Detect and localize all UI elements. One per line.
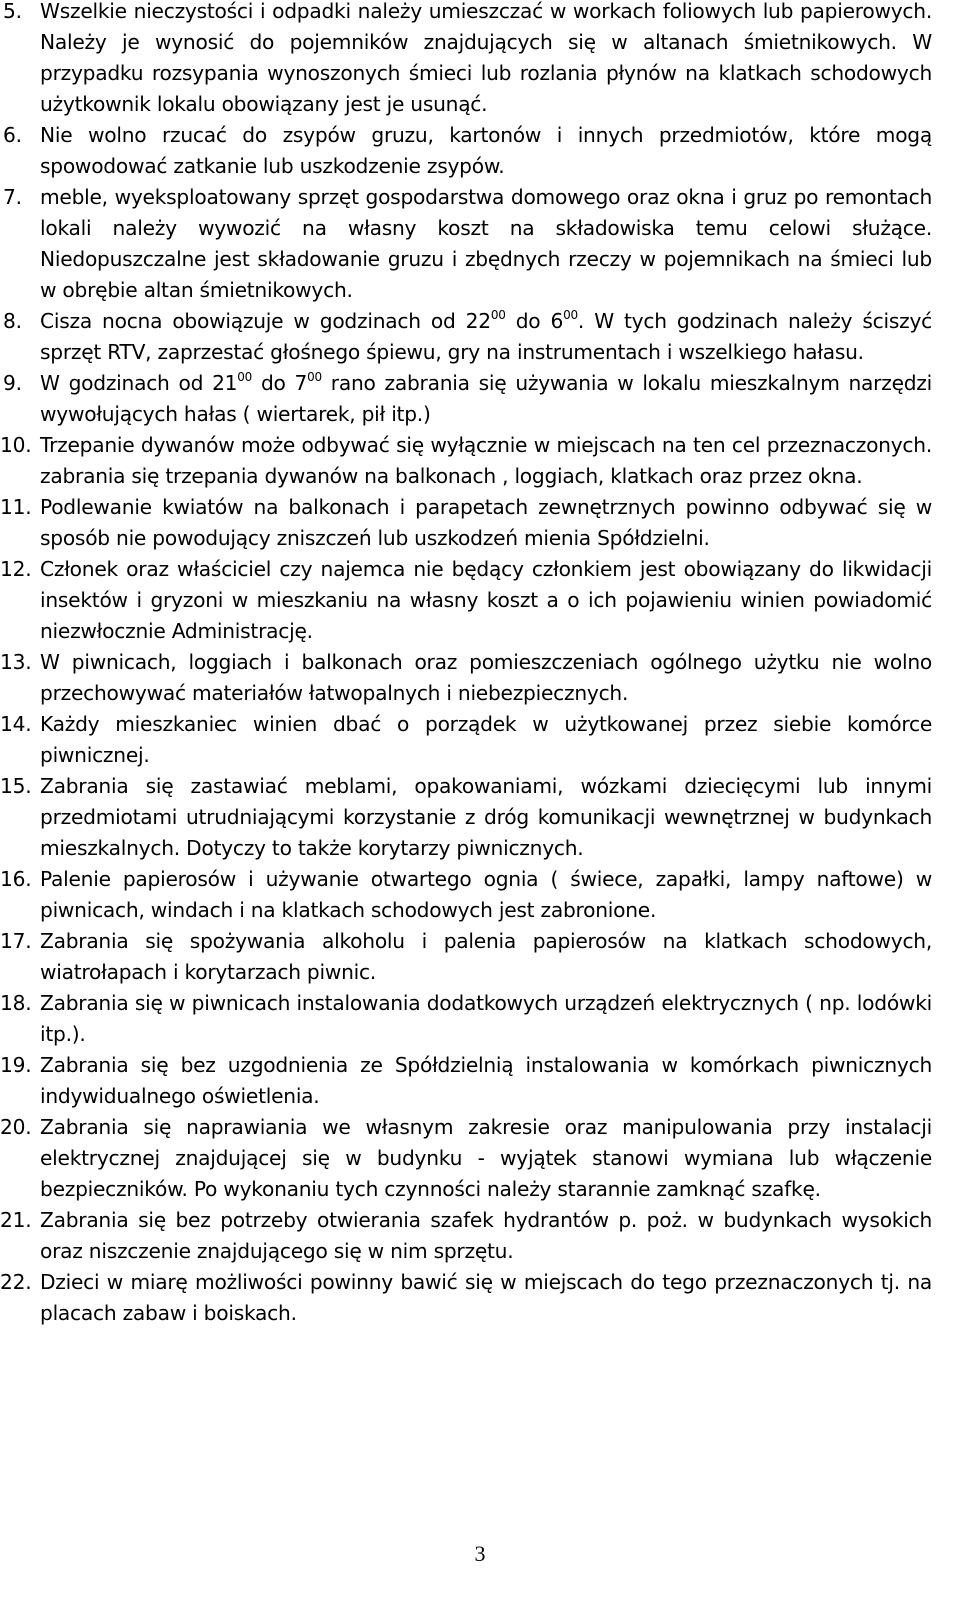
item-number: 21. [0,1208,32,1232]
item-number: 13. [0,650,32,674]
item-number: 5. [3,0,22,23]
list-item: W godzinach od $21^{00}$ do $7^{00}$ rano zabrania się używania w lokalu mieszkalnym narzędzi wywołujących hałas ( wiertarek, pił itp.) [40,370,933,426]
item-number: 22. [0,1270,32,1294]
list-item: Zabrania się bez uzgodnienia ze Spółdzielnią instalowania w komórkach piwnicznych indywidualnego oświetlenia. [40,1053,932,1108]
list-item: Zabrania się naprawiania we własnym zakresie oraz manipulowania przy instalacji elektrycznej znajdującej się w budynku - wyjątek stanowi wymiana lub włączenie bezpieczników. Po wykonaniu tych czynności należy starannie zamknąć szafkę. [40,1115,932,1201]
page-number: 3 [474,1541,486,1566]
item-number: 10. [0,433,32,457]
item-number: 17. [0,929,32,953]
list-item: Palenie papierosów i używanie otwartego ognia ( świece, zapałki, lampy naftowe) w piwnicach, windach i na klatkach schodowych jest zabronione. [40,867,932,922]
list-item: Cisza nocna obowiązuje w godzinach od $22^{00}$ do $6^{00}$. W tych godzinach należy ściszyć sprzęt RTV, zaprzestać głośnego śpiewu, gry na instrumentach i wszelkiego hałasu. [40,308,932,364]
list-item: Nie wolno rzucać do zsypów gruzu, kartonów i innych przedmiotów, które mogą spowodować zatkanie lub uszkodzenie zsypów. [40,123,932,178]
list-item: Członek oraz właściciel czy najemca nie będący członkiem jest obowiązany do likwidacji insektów i gryzoni w mieszkaniu na własny koszt a o ich pojawieniu winien powiadomić niezwłocznie Administrację. [40,557,932,643]
list-item: Zabrania się spożywania alkoholu i palenia papierosów na klatkach schodowych, wiatrołapach i korytarzach piwnic. [40,929,932,984]
item-number: 20. [0,1115,32,1139]
list-item: meble, wyeksploatowany sprzęt gospodarstwa domowego oraz okna i gruz po remontach lokali należy wywozić na własny koszt na składowiska temu celowi służące. Niedopuszczalne jest składowanie gruzu i zbędnych rzeczy w pojemnikach na śmieci lub w obrębie altan śmietnikowych. [40,185,932,302]
item-number: 14. [0,712,32,736]
item-number: 18. [0,991,32,1015]
item-number: 12. [0,557,32,581]
list-item: Wszelkie nieczystości i odpadki należy umieszczać w workach foliowych lub papierowych. Należy je wynosić do pojemników znajdujących się w altanach śmietnikowych. W przypadku rozsypania wynoszonych śmieci lub rozlania płynów na klatkach schodowych użytkownik lokalu obowiązany jest je usunąć. [40,0,932,116]
list-item: Zabrania się bez potrzeby otwierania szafek hydrantów p. poż. w budynkach wysokich oraz niszczenie znajdującego się w nim sprzętu. [40,1208,932,1263]
list-item: Zabrania się zastawiać meblami, opakowaniami, wózkami dziecięcymi lub innymi przedmiotami utrudniającymi korzystanie z dróg komunikacji wewnętrznej w budynkach mieszkalnych. Dotyczy to także korytarzy piwnicznych. [40,774,932,860]
item-number: 11. [0,495,32,519]
item-number: 6. [3,123,22,147]
item-number: 19. [0,1053,32,1077]
list-item: Trzepanie dywanów może odbywać się wyłącznie w miejscach na ten cel przeznaczonych. zabrania się trzepania dywanów na balkonach , loggiach, klatkach oraz przez okna. [40,433,932,488]
item-number: 9. [3,371,22,395]
item-number: 7. [3,185,22,209]
item-number: 16. [0,867,32,891]
list-item: Każdy mieszkaniec winien dbać o porządek w użytkowanej przez siebie komórce piwnicznej. [40,712,932,767]
list-item: W piwnicach, loggiach i balkonach oraz pomieszczeniach ogólnego użytku nie wolno przechowywać materiałów łatwopalnych i niebezpiecznych. [40,650,932,705]
item-number: 15. [0,774,32,798]
list-item: Zabrania się w piwnicach instalowania dodatkowych urządzeń elektrycznych ( np. lodówki itp.). [40,991,932,1046]
list-item: Dzieci w miarę możliwości powinny bawić się w miejscach do tego przeznaczonych tj. na placach zabaw i boiskach. [40,1270,932,1325]
item-number: 8. [3,309,22,333]
list-item: Podlewanie kwiatów na balkonach i parapetach zewnętrznych powinno odbywać się w sposób nie powodujący zniszczeń lub uszkodzeń mienia Spółdzielni. [40,495,932,550]
